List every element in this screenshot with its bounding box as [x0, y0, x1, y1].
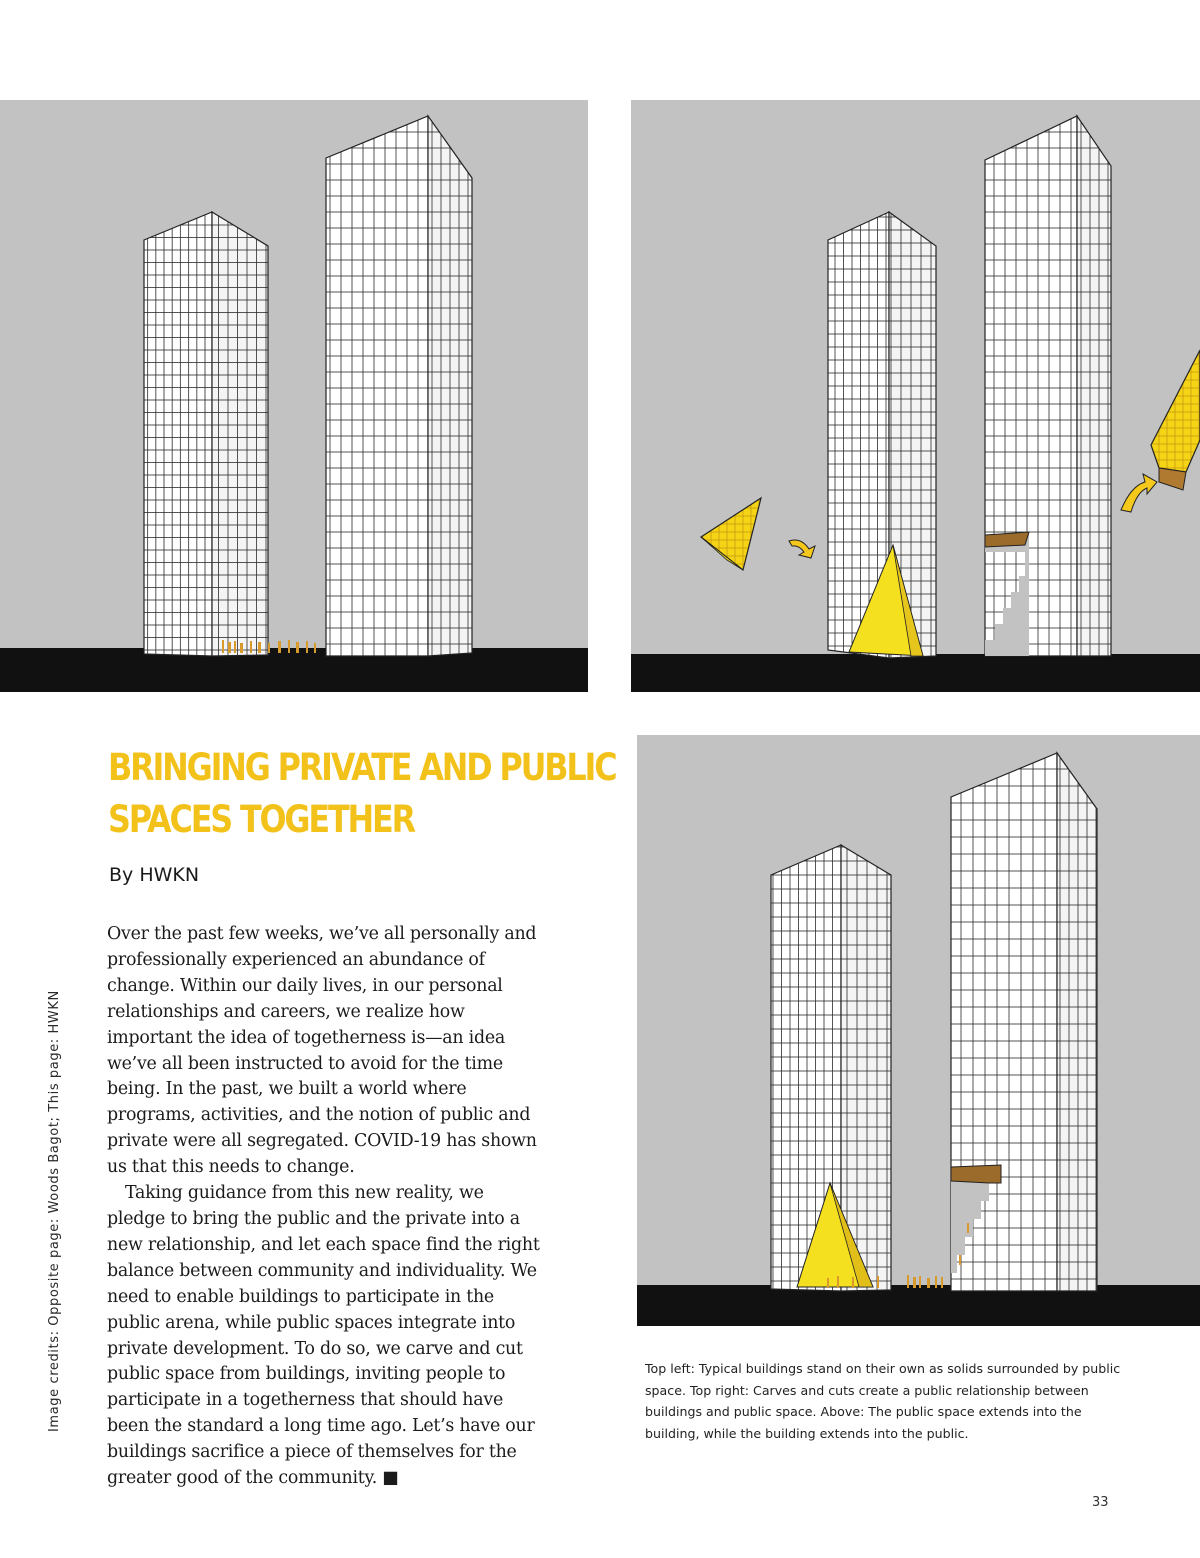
end-mark: ■: [382, 1468, 399, 1489]
illustration-carved-buildings: [631, 100, 1200, 692]
figure-caption: Top left: Typical buildings stand on their own as solids surrounded by public space. Top right: Carves and cuts create a public relationship between buildings and public space. Above: The public space extends into the building, while the building extends into the public.: [645, 1361, 1121, 1441]
illustration-public-extends: [637, 735, 1200, 1326]
paragraph-2-text: Taking guidance from this new reality, we pledge to bring the public and the private into a new relationship, and let each space find the right balance between community and individuality. We need to enable buildings to participate in the public arena, while public spaces integrate into private development. To do so, we carve and cut public space from buildings, inviting people to participate in a togetherness that should have been the standard a long time ago. Let’s have our buildings sacrifice a piece of themselves for the greater good of the community.: [107, 1183, 540, 1489]
image-credits: Image credits: Opposite page: Woods Bagot; This page: HWKN: [47, 990, 62, 1432]
article-title: [108, 742, 616, 846]
title-line-1: BRINGING PRIVATE AND PUBLIC: [108, 746, 616, 789]
paragraph-2: [107, 1181, 545, 1492]
byline: By HWKN: [109, 864, 200, 886]
title-line-2: SPACES TOGETHER: [108, 798, 414, 841]
article-body: [107, 922, 545, 1492]
paragraph-1: Over the past few weeks, we’ve all personally and professionally experienced an abundance of change. Within our daily lives, in our personal relationships and careers, we realize how important the idea of togetherness is—an idea we’ve all been instructed to avoid for the time being. In the past, we built a world where programs, activities, and the notion of public and private were all segregated. COVID-19 has shown us that this needs to change.: [107, 924, 537, 1178]
page-number: 33: [1092, 1495, 1109, 1510]
illustration-typical-buildings: [0, 100, 588, 692]
